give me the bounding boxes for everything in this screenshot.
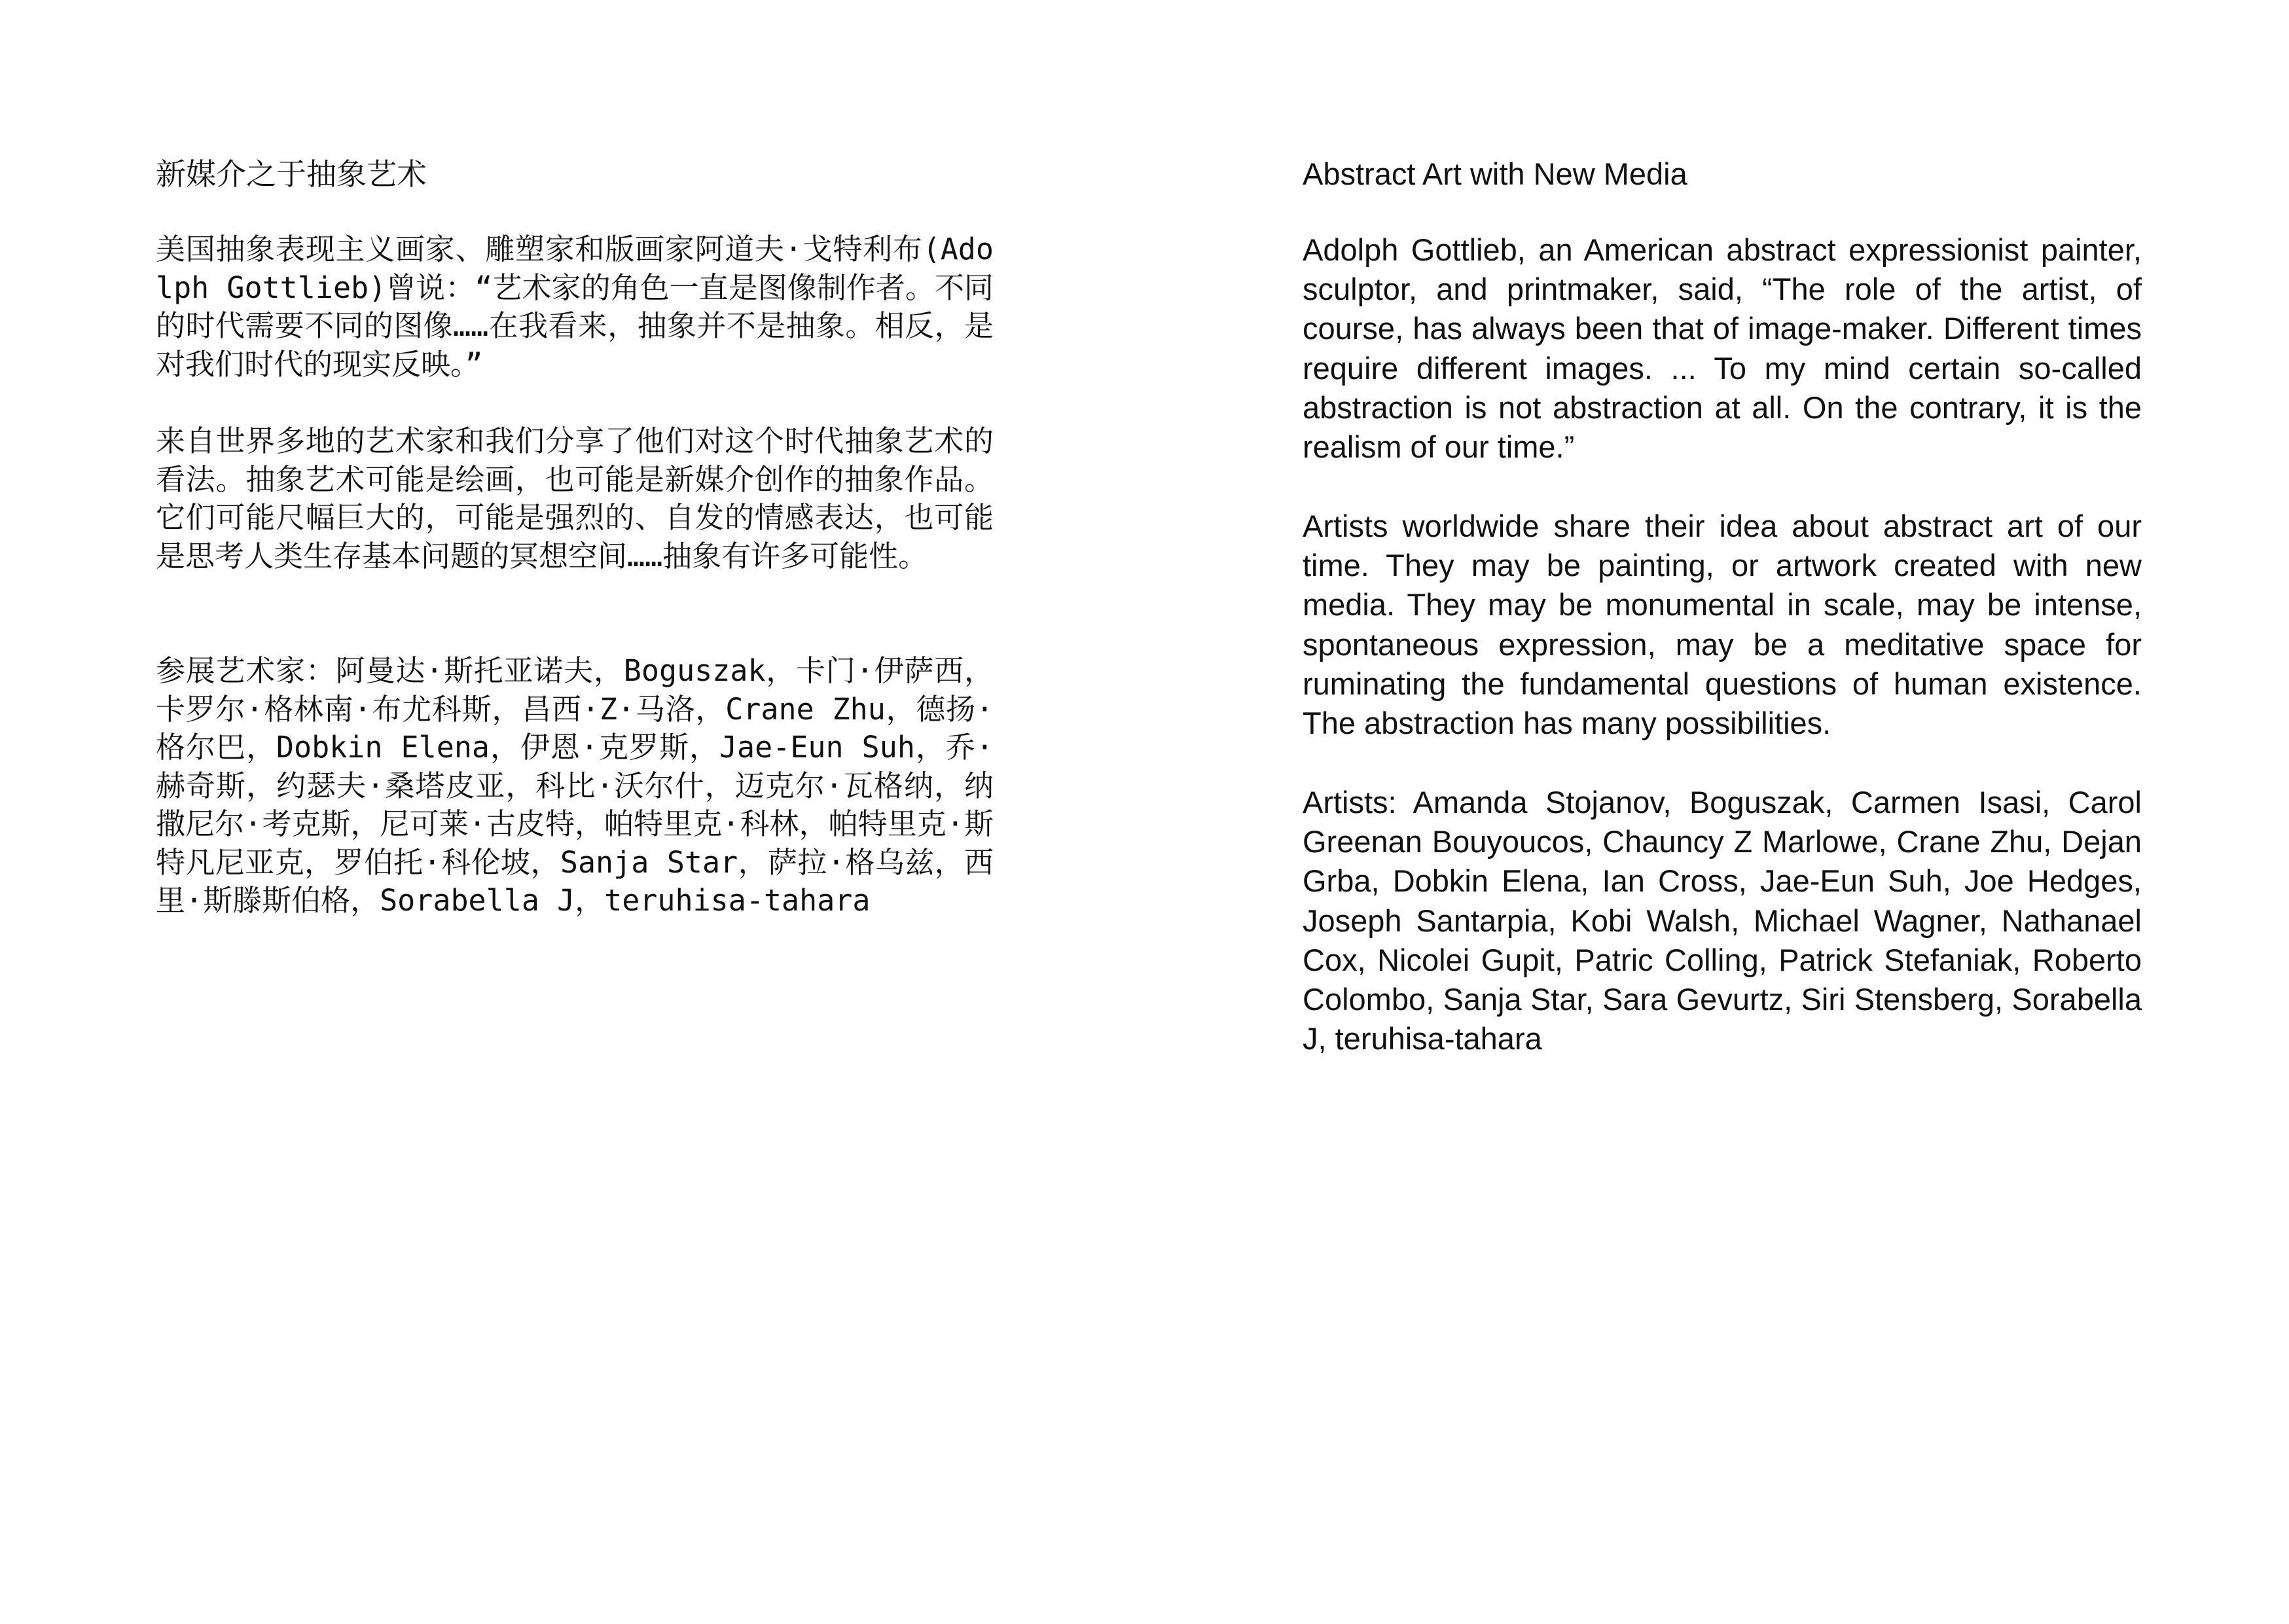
english-artists-paragraph: Artists: Amanda Stojanov, Boguszak, Carmen Isasi, Carol Greenan Bouyoucos, Chauncy Z Marlowe, Crane Zhu, Dejan Grba, Dobkin Elena, Ian Cross, Jae-Eun Suh, Joe Hedges, Joseph Santarpia, Kobi Walsh, Michael Wagner, Nathanael Cox, Nicolei Gupit, Patric Colling, Patrick Stefaniak, Roberto Colombo, Sanja Star, Sara Gevurtz, Siri Stensberg, Sorabella J, teruhisa-tahara (1303, 785, 2142, 1056)
english-title: Abstract Art with New Media (1303, 156, 1687, 191)
english-quote-paragraph: Adolph Gottlieb, an American abstract expressionist painter, sculptor, and printmaker, said, “The role of the artist, of course, has always been that of image-maker. Different times require different images. ... To my mind certain so-called abstraction is not abstraction at all. On the contrary, it is the realism of our time.” (1303, 232, 2142, 465)
chinese-title: 新媒介之于抽象艺术 (156, 156, 427, 192)
chinese-description-paragraph: 来自世界多地的艺术家和我们分享了他们对这个时代抽象艺术的看法。抽象艺术可能是绘画，也可能是新媒介创作的抽象作品。它们可能尺幅巨大的，可能是强烈的、自发的情感表达，也可能是思考人类生存基本问题的冥想空间……抽象有许多可能性。 (156, 424, 994, 573)
chinese-quote-paragraph: 美国抽象表现主义画家、雕塑家和版画家阿道夫·戈特利布(Adolph Gottlieb)曾说：“艺术家的角色一直是图像制作者。不同的时代需要不同的图像……在我看来，抽象并不是抽象。相反，是对我们时代的现实反映。” (156, 232, 994, 382)
chinese-artists-paragraph: 参展艺术家：阿曼达·斯托亚诺夫，Boguszak，卡门·伊萨西，卡罗尔·格林南·布尤科斯，昌西·Z·马洛，Crane Zhu，德扬·格尔巴，Dobkin Elena，伊恩·克罗斯，Jae-Eun Suh，乔·赫奇斯，约瑟夫·桑塔皮亚，科比·沃尔什，迈克尔·瓦格纳，纳撒尼尔·考克斯，尼可莱·古皮特，帕特里克·科林，帕特里克·斯特凡尼亚克，罗伯托·科伦坡，Sanja Star，萨拉·格乌兹，西里·斯滕斯伯格，Sorabella J，teruhisa-tahara (156, 653, 994, 918)
english-description-paragraph: Artists worldwide share their idea about abstract art of our time. They may be painting, or artwork created with new media. They may be monumental in scale, may be intense, spontaneous expression, may be a meditative space for ruminating the fundamental questions of human existence. The abstraction has many possibilities. (1303, 509, 2142, 741)
